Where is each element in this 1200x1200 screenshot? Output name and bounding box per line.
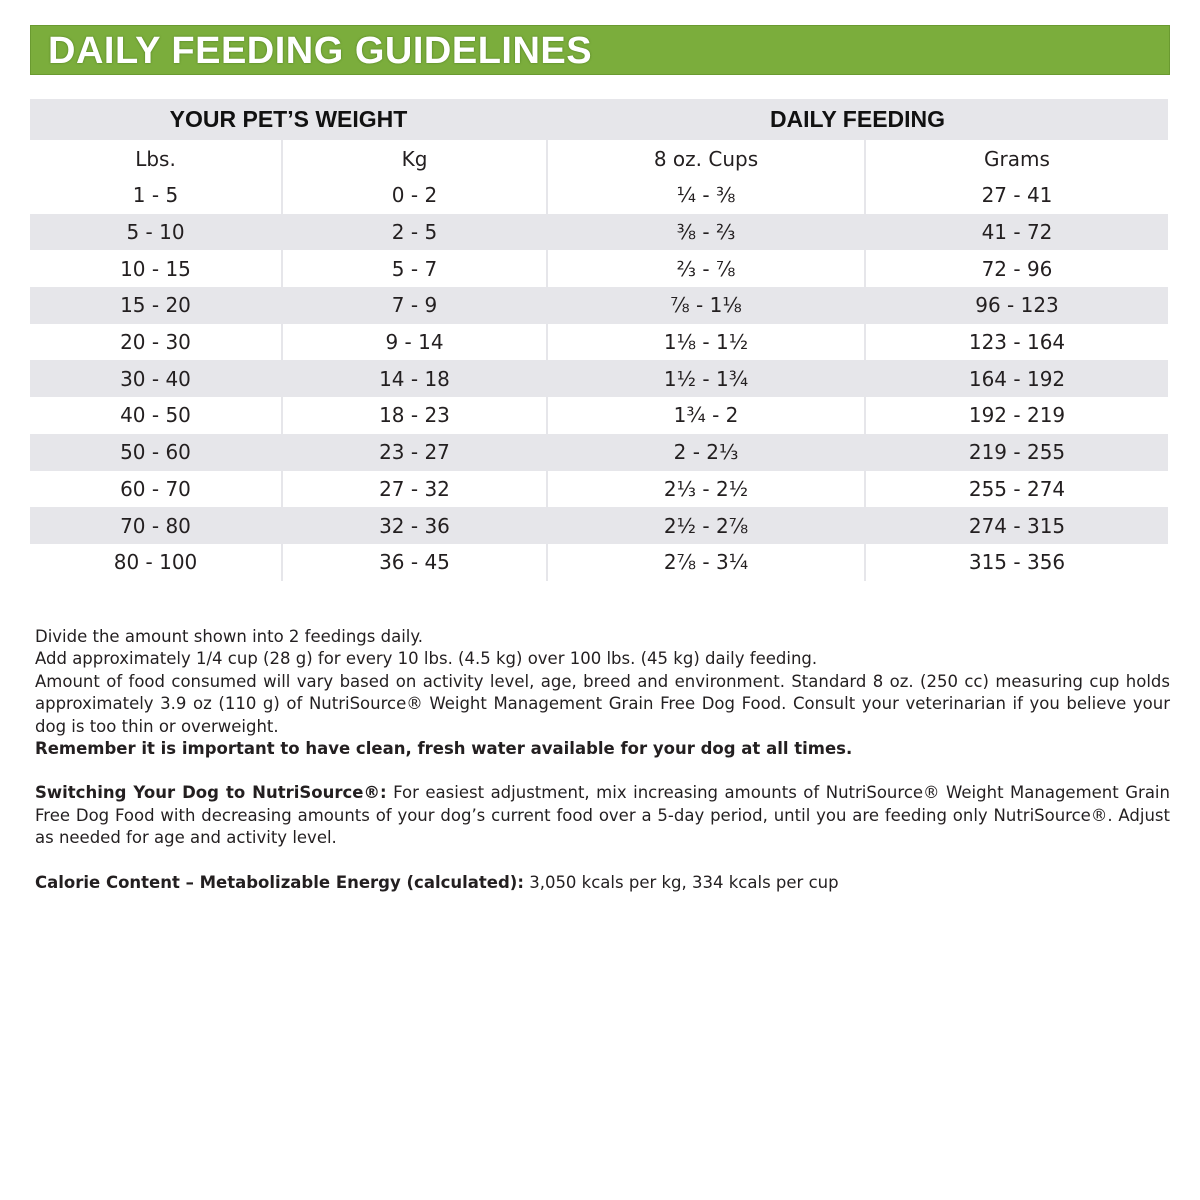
cell-lbs: 15 - 20 <box>30 287 282 324</box>
cell-cups: ⅜ - ⅔ <box>547 214 865 251</box>
cell-kg: 2 - 5 <box>282 214 547 251</box>
cell-kg: 14 - 18 <box>282 360 547 397</box>
cell-kg: 5 - 7 <box>282 250 547 287</box>
cell-cups: ⅞ - 1⅛ <box>547 287 865 324</box>
table-row <box>30 287 1168 324</box>
title-banner <box>30 25 1170 75</box>
cell-grams: 27 - 41 <box>981 183 1053 208</box>
table-row <box>30 250 1168 287</box>
page-title: DAILY FEEDING GUIDELINES <box>48 30 593 72</box>
cell-grams: 255 - 274 <box>968 476 1066 501</box>
table-row <box>30 360 1168 397</box>
feeding-notes <box>35 626 1170 894</box>
note-water: Remember it is important to have clean, fresh water available for your dog at all times. <box>35 739 853 759</box>
table-row <box>30 214 1168 251</box>
switching-text: For easiest adjustment, mix increasing amounts of NutriSource® Weight Management Grain Free Dog Food with decreasing amounts of your dog’s current food over a 5-day period, until you are feeding only NutriSource®. Adjust as needed for age and activity level. <box>35 783 1170 848</box>
calorie-label: Calorie Content – Metabolizable Energy (calculated): <box>35 872 524 892</box>
group-header-row <box>30 99 1168 140</box>
cell-lbs: 5 - 10 <box>30 214 282 251</box>
cell-lbs: 50 - 60 <box>30 434 282 471</box>
cell-cups: ¼ - ⅜ <box>547 177 865 214</box>
table-row <box>30 544 1168 581</box>
feeding-table <box>30 99 1168 581</box>
cell-grams: 192 - 219 <box>968 403 1066 428</box>
cell-lbs: 30 - 40 <box>30 360 282 397</box>
cell-cups: 2⅞ - 3¼ <box>547 544 865 581</box>
calorie-text: 3,050 kcals per kg, 334 kcals per cup <box>523 872 839 892</box>
cell-grams: 41 - 72 <box>865 214 1168 251</box>
column-header-row <box>30 140 1168 177</box>
cell-cups: 2⅓ - 2½ <box>547 471 865 508</box>
column-header-kg: Kg <box>282 140 547 177</box>
cell-kg: 18 - 23 <box>282 397 547 434</box>
table-row <box>30 324 1168 361</box>
cell-grams: 72 - 96 <box>981 256 1053 281</box>
cell-kg: 7 - 9 <box>282 287 547 324</box>
cell-lbs: 20 - 30 <box>30 324 282 361</box>
cell-lbs: 40 - 50 <box>30 397 282 434</box>
cell-kg: 23 - 27 <box>282 434 547 471</box>
table-row <box>30 471 1168 508</box>
cell-grams: 274 - 315 <box>865 507 1168 544</box>
cell-grams: 123 - 164 <box>968 330 1066 355</box>
table-row <box>30 397 1168 434</box>
column-header-grams: Grams <box>984 146 1050 171</box>
cell-grams: 96 - 123 <box>865 287 1168 324</box>
column-header-cups: 8 oz. Cups <box>547 140 865 177</box>
column-header-lbs: Lbs. <box>30 140 282 177</box>
cell-cups: 2½ - 2⅞ <box>547 507 865 544</box>
cell-cups: 1⅛ - 1½ <box>547 324 865 361</box>
cell-cups: ⅔ - ⅞ <box>547 250 865 287</box>
group-header-feeding: DAILY FEEDING <box>547 99 1168 140</box>
cell-kg: 27 - 32 <box>282 471 547 508</box>
cell-grams: 219 - 255 <box>865 434 1168 471</box>
table-row <box>30 507 1168 544</box>
cell-lbs: 60 - 70 <box>30 471 282 508</box>
table-row <box>30 434 1168 471</box>
cell-grams: 315 - 356 <box>968 550 1066 575</box>
note-switching <box>35 782 1170 849</box>
cell-lbs: 10 - 15 <box>30 250 282 287</box>
cell-kg: 0 - 2 <box>282 177 547 214</box>
table-row <box>30 177 1168 214</box>
cell-lbs: 80 - 100 <box>30 544 282 581</box>
cell-cups: 1¾ - 2 <box>547 397 865 434</box>
cell-kg: 36 - 45 <box>282 544 547 581</box>
cell-kg: 32 - 36 <box>282 507 547 544</box>
note-add: Add approximately 1/4 cup (28 g) for every 10 lbs. (4.5 kg) over 100 lbs. (45 kg) daily feeding. <box>35 649 818 669</box>
cell-grams: 164 - 192 <box>865 360 1168 397</box>
cell-cups: 1½ - 1¾ <box>547 360 865 397</box>
cell-cups: 2 - 2⅓ <box>547 434 865 471</box>
cell-lbs: 1 - 5 <box>30 177 282 214</box>
note-calorie <box>35 872 1170 894</box>
group-header-weight: YOUR PET’S WEIGHT <box>30 99 547 140</box>
cell-kg: 9 - 14 <box>282 324 547 361</box>
note-divide: Divide the amount shown into 2 feedings daily. <box>35 627 424 646</box>
cell-lbs: 70 - 80 <box>30 507 282 544</box>
switching-label: Switching Your Dog to NutriSource®: <box>35 783 387 803</box>
note-amount: Amount of food consumed will vary based on activity level, age, breed and environment. Standard 8 oz. (250 cc) measuring cup holds approximately 3.9 oz (110 g) of NutriSource® Weight Management Grain Free Dog Food. Consult your veterinarian if you believe your dog is too thin or overweight. <box>35 671 1170 736</box>
